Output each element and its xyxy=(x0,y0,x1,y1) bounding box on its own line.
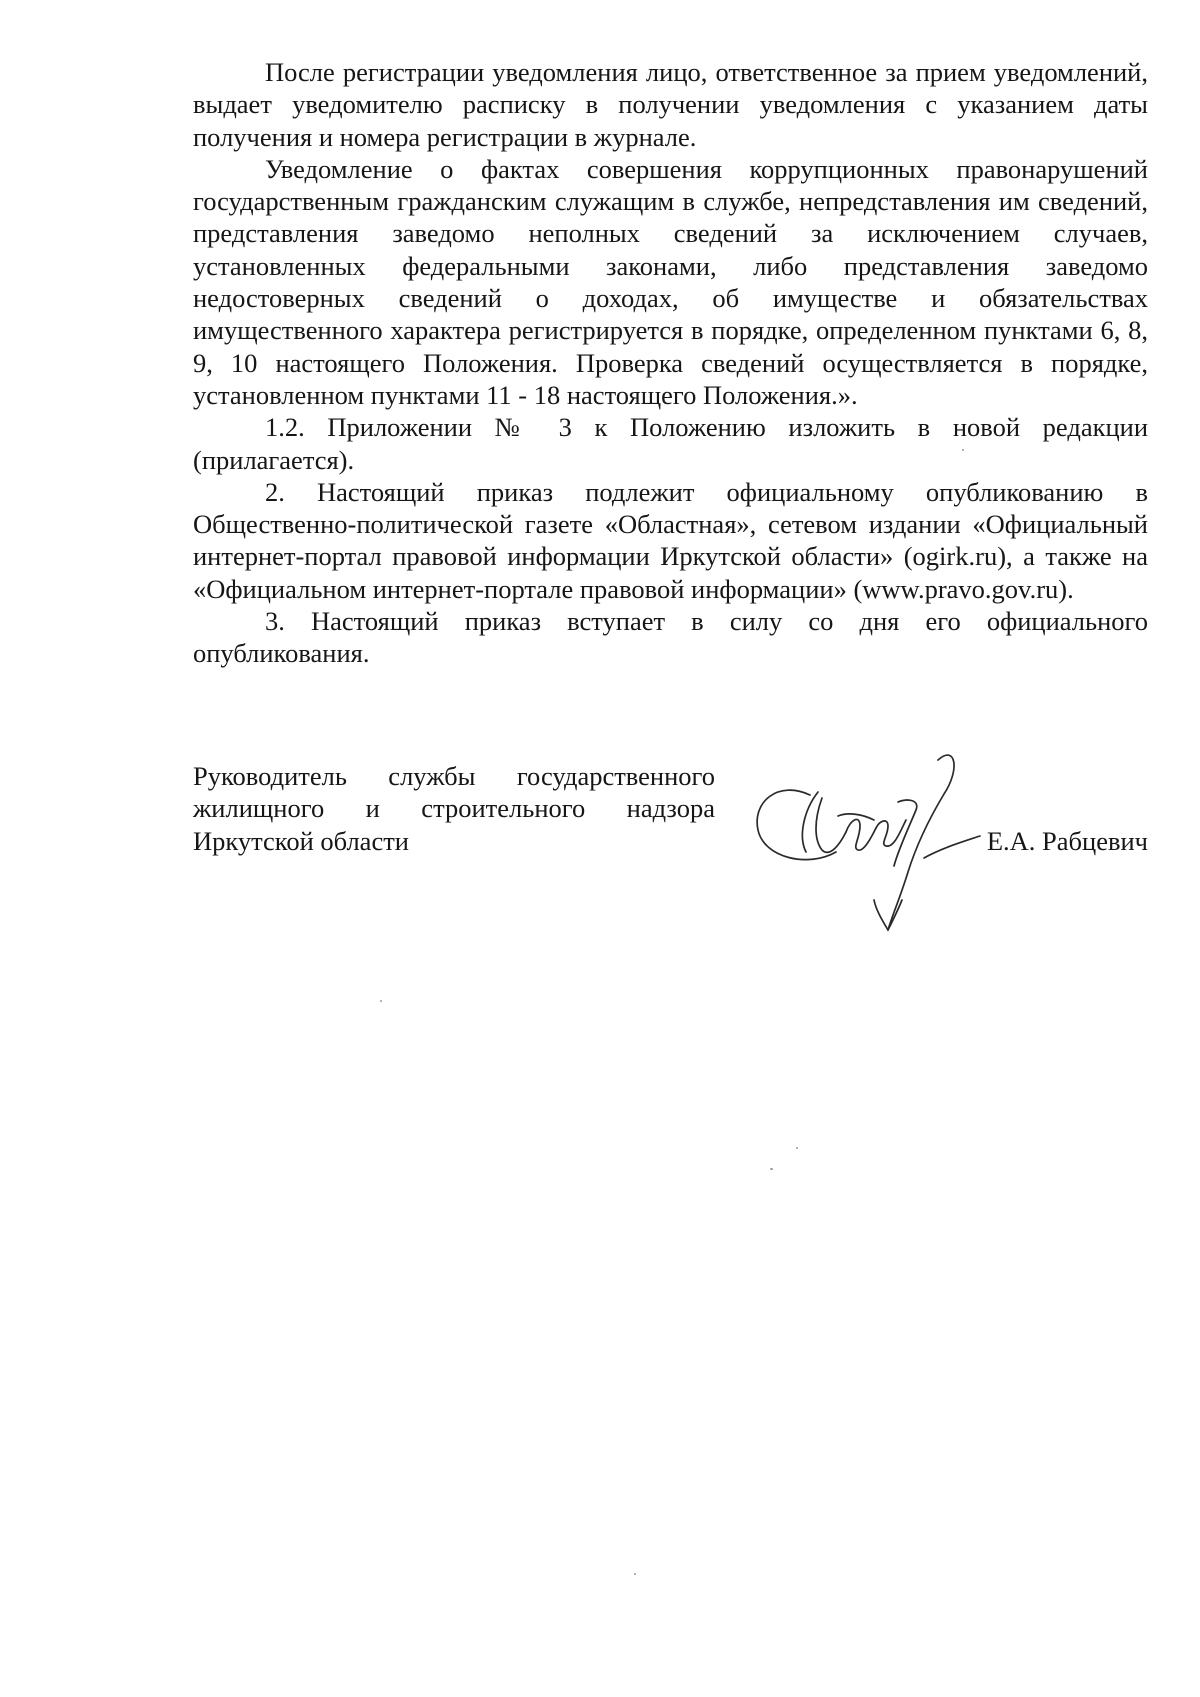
paragraph-item-2-publication: 2. Настоящий приказ подлежит официальному опубликованию в Общественно-политической газете «Областная», сетевом издании «Официальный интернет-портал правовой информации Иркутской области» (ogirk.ru), а также на «Официальном интернет-портале правовой информации» (www.pravo.gov.ru). xyxy=(193,476,1148,604)
scan-dust-speck xyxy=(380,1000,382,1002)
handwritten-signature xyxy=(748,740,983,940)
paragraph-corruption-notification: Уведомление о фактах совершения коррупционных правонарушений государственным гражданским служащим в службе, непредставления им сведений, представления заведомо неполных сведений за исключением случаев, установленных федеральными законами, либо представления заведомо недостоверных сведений о доходах, об имуществе и обязательствах имущественного характера регистрируется в порядке, определенном пунктами 6, 8, 9, 10 настоящего Положения. Проверка сведений осуществляется в порядке, установленном пунктами 11 - 18 настоящего Положения.». xyxy=(193,153,1148,410)
scan-dust-speck xyxy=(634,1573,636,1575)
scan-dust-speck xyxy=(770,1168,773,1170)
signer-position-title: Руководитель службы государственного жилищного и строительного надзора Иркутской области xyxy=(193,761,715,856)
signature-block xyxy=(193,760,1148,960)
paragraph-item-1-2: 1.2. Приложении № 3 к Положению изложить в новой редакции (прилагается). xyxy=(193,412,1148,475)
paragraph-item-3-effective-date: 3. Настоящий приказ вступает в силу со дня его официального опубликования. xyxy=(193,606,1148,669)
scan-dust-speck xyxy=(796,1147,798,1149)
paragraph-registration-receipt: После регистрации уведомления лицо, ответственное за прием уведомлений, выдает уведомителю расписку в получении уведомления с указанием даты получения и номера регистрации в журнале. xyxy=(193,57,1148,152)
document-body xyxy=(193,56,1148,670)
scan-dust-speck xyxy=(962,449,964,451)
signer-name: Е.А. Рабцевич xyxy=(986,826,1148,856)
